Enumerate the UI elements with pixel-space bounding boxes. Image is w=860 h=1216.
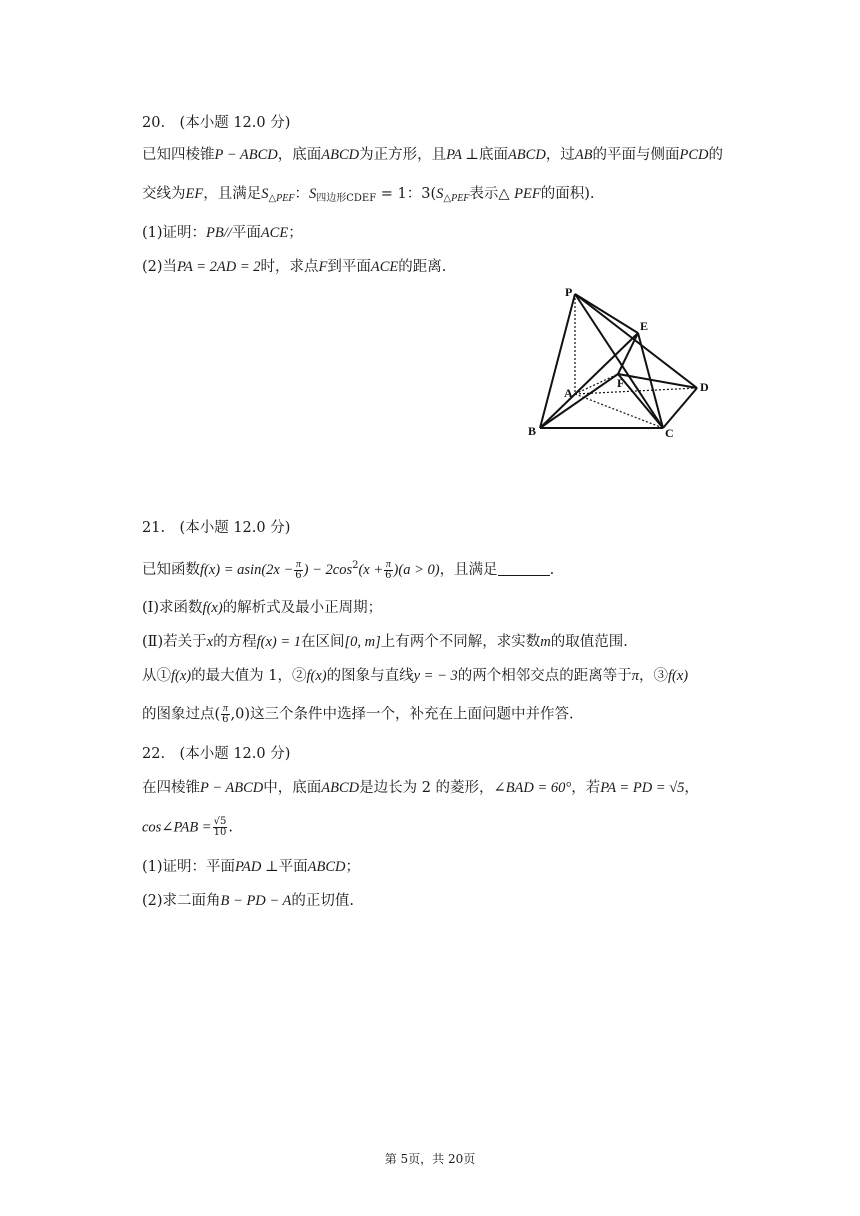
label-E: E bbox=[640, 319, 649, 333]
q20-stem-line2: 交线为EF，且满足$S_{\triangle PEF}$：$S_{四边形CDEF} = 1$：$3(S_{\triangle PEF}$表示△ PEF的面积). bbox=[142, 186, 595, 204]
edge-AF-hidden bbox=[575, 374, 618, 394]
q20-header: 20. (本小题 12.0 分) bbox=[142, 115, 291, 131]
label-P: P bbox=[565, 285, 573, 299]
q21-stem: 已知函数f(x) = asin(2x − $\frac{\pi}{6}$ ) − $2\cos^2(x$ + $\frac{\pi}{6}$ )(a > 0)，且满足 . bbox=[142, 558, 555, 581]
pyramid-figure bbox=[520, 282, 720, 442]
edge-PE bbox=[575, 294, 638, 333]
edge-PD bbox=[575, 294, 697, 388]
q21-conditions-line2: 的图象过点( $\frac{\pi}{6}$ ,0)这三个条件中选择一个，补充在上面问题中并作答. bbox=[142, 703, 574, 725]
edge-CD bbox=[663, 388, 697, 428]
q22-stem-line1: 在四棱锥P − ABCD中，底面ABCD是边长为 2 的菱形，∠BAD = 60°，若PA = PD = √5， bbox=[142, 780, 699, 796]
q22-stem-line2: cos∠PAB = $\frac{√5}{10}$ . bbox=[142, 816, 233, 838]
fraction: $\frac{\pi}{6}$ bbox=[385, 558, 392, 581]
fill-in-blank[interactable] bbox=[498, 561, 550, 576]
fraction: $\frac{\pi}{6}$ bbox=[222, 703, 229, 725]
q21-header: 21. (本小题 12.0 分) bbox=[142, 520, 291, 536]
page-footer: 第 5页，共 20页 bbox=[384, 1152, 476, 1166]
edge-FD bbox=[618, 374, 697, 388]
label-A: A bbox=[564, 386, 573, 400]
q21-part1: (Ⅰ)求函数f(x)的解析式及最小正周期； bbox=[142, 600, 383, 616]
q20-stem-line1: 已知四棱锥P − ABCD，底面ABCD为正方形，且PA ⊥底面ABCD，过AB的平面与侧面PCD的 bbox=[142, 147, 724, 163]
q20-part2: (2)当PA = 2AD = 2时，求点F到平面ACE的距离. bbox=[142, 259, 447, 275]
q21-part2: (Ⅱ)若关于x的方程f(x) = 1在区间[0, m]上有两个不同解，求实数m的取值范围. bbox=[142, 634, 628, 650]
q22-part2: (2)求二面角B − PD − A的正切值. bbox=[142, 893, 355, 909]
q20-part1: (1)证明：PB//平面ACE； bbox=[142, 225, 303, 241]
fraction: $\frac{√5}{10}$ bbox=[213, 816, 227, 838]
label-C: C bbox=[665, 426, 674, 440]
label-D: D bbox=[700, 380, 709, 394]
q22-header: 22. (本小题 12.0 分) bbox=[142, 746, 291, 762]
label-B: B bbox=[528, 424, 537, 438]
label-F: F bbox=[617, 376, 625, 390]
fraction: $\frac{\pi}{6}$ bbox=[295, 558, 302, 581]
edge-PC bbox=[575, 294, 663, 428]
q21-conditions-line1: 从①f(x)的最大值为 1，②f(x)的图象与直线y = − 3的两个相邻交点的距离等于π，③f(x) bbox=[142, 668, 689, 684]
edge-EF bbox=[618, 333, 638, 374]
q22-part1: (1)证明：平面PAD ⊥平面ABCD； bbox=[142, 859, 360, 875]
